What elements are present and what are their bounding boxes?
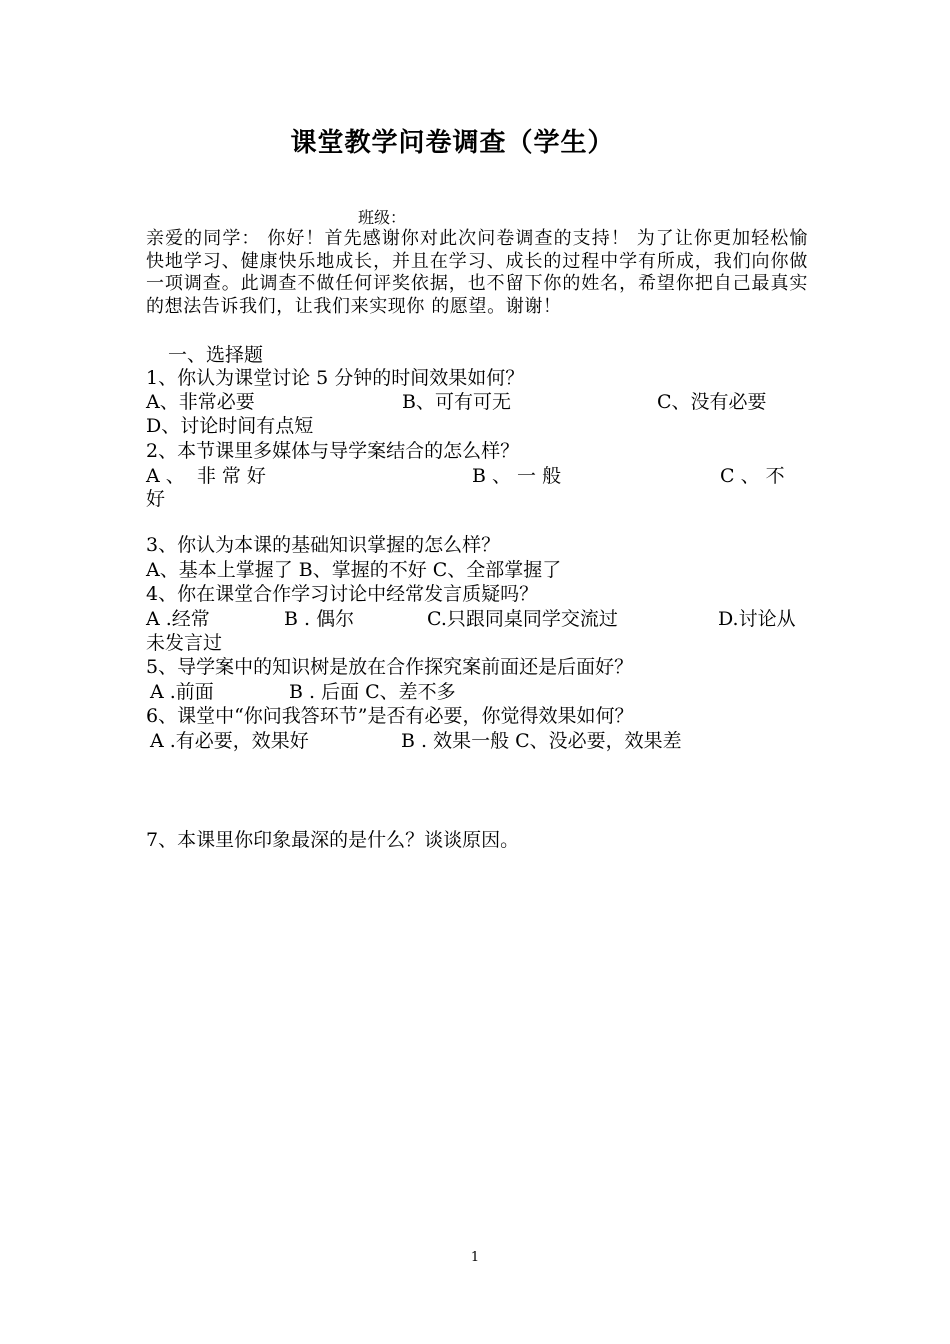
- q1-option-a: A、非常必要: [146, 391, 255, 413]
- q4-option-d-continued: 未发言过: [146, 632, 223, 654]
- q2-option-c: C 、 不: [720, 465, 785, 487]
- q4-option-d: D.讨论从: [718, 608, 796, 630]
- page-number: 1: [470, 1250, 480, 1265]
- question-5: 5、导学案中的知识树是放在合作探究案前面还是后面好？: [146, 656, 634, 678]
- q1-option-c: C、没有必要: [657, 391, 767, 413]
- question-4: 4、你在课堂合作学习讨论中经常发言质疑吗？: [146, 583, 539, 605]
- question-1: 1、你认为课堂讨论 5 分钟的时间效果如何？: [146, 367, 525, 389]
- q1-option-d: D、讨论时间有点短: [146, 415, 314, 437]
- q1-option-b: B、可有可无: [402, 391, 511, 413]
- q5-option-a: A .前面: [150, 681, 214, 703]
- q6-options-bc: B . 效果一般 C、没必要，效果差: [401, 730, 682, 752]
- question-6: 6、课堂中“你问我答环节”是否有必要，你觉得效果如何？: [146, 705, 634, 727]
- q4-option-b: B . 偶尔: [284, 608, 355, 630]
- q5-options-bc: B . 后面 C、差不多: [289, 681, 456, 703]
- q4-option-a: A .经常: [146, 608, 210, 630]
- class-label: 班级：: [358, 208, 407, 227]
- section-heading: 一、选择题: [168, 344, 264, 366]
- q6-option-a: A .有必要，效果好: [150, 730, 309, 752]
- question-7: 7、本课里你印象最深的是什么？谈谈原因。: [146, 829, 520, 851]
- q4-option-c: C.只跟同桌同学交流过: [427, 608, 618, 630]
- q2-option-b: B 、 一 般: [472, 465, 562, 487]
- q3-options: A、基本上掌握了 B、掌握的不好 C、全部掌握了: [146, 559, 562, 581]
- page-title: 课堂教学问卷调查（学生）: [290, 128, 615, 158]
- question-2: 2、本节课里多媒体与导学案结合的怎么样？: [146, 440, 520, 462]
- question-3: 3、你认为本课的基础知识掌握的怎么样？: [146, 534, 501, 556]
- q2-option-c-continued: 好: [146, 488, 166, 510]
- intro-paragraph: 亲爱的同学： 你好！首先感谢你对此次问卷调查的支持！ 为了让你更加轻松愉快地学习、健康快乐地成长，并且在学习、成长的过程中学有所成，我们向你做一项调查。此调查不做任何评奖依据，也不留下你的姓名，希望你把自己最真实的想法告诉我们，让我们来实现你 的愿望。谢谢！: [146, 228, 808, 317]
- q2-option-a: A 、 非 常 好: [146, 465, 266, 487]
